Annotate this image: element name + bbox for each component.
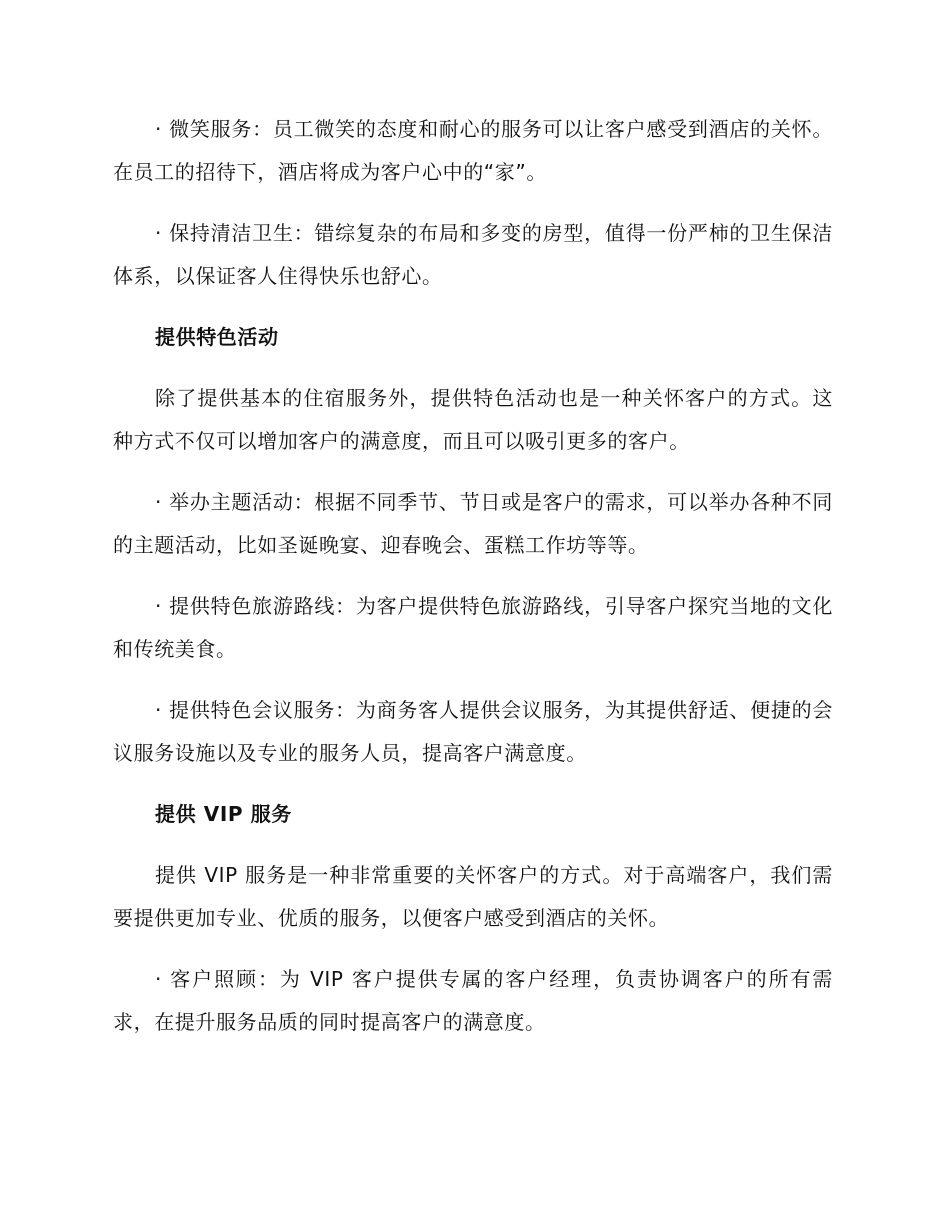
paragraph-smile-service: · 微笑服务：员工微笑的态度和耐心的服务可以让客户感受到酒店的关怀。在员工的招待下，酒店将成为客户心中的“家”。 [113,117,833,184]
paragraph-activities-intro: 除了提供基本的住宿服务外，提供特色活动也是一种关怀客户的方式。这种方式不仅可以增加客户的满意度，而且可以吸引更多的客户。 [113,386,833,453]
paragraph-theme-events: · 举办主题活动：根据不同季节、节日或是客户的需求，可以举办各种不同的主题活动，比如圣诞晚宴、迎春晚会、蛋糕工作坊等等。 [113,490,833,557]
paragraph-meeting-services: · 提供特色会议服务：为商务客人提供会议服务，为其提供舒适、便捷的会议服务设施以及专业的服务人员，提高客户满意度。 [113,698,833,765]
document-page [113,108,833,1062]
paragraph-cleanliness: · 保持清洁卫生：错综复杂的布局和多变的房型，值得一份严柿的卫生保洁体系，以保证客人住得快乐也舒心。 [113,221,833,288]
section-heading-activities: 提供特色活动 [155,325,279,349]
paragraph-travel-routes: · 提供特色旅游路线：为客户提供特色旅游路线，引导客户探究当地的文化和传统美食。 [113,594,833,661]
section-heading-vip: 提供 VIP 服务 [155,802,292,826]
paragraph-customer-care: · 客户照顾：为 VIP 客户提供专属的客户经理，负责协调客户的所有需求，在提升服务品质的同时提高客户的满意度。 [113,967,833,1034]
paragraph-vip-intro: 提供 VIP 服务是一种非常重要的关怀客户的方式。对于高端客户，我们需要提供更加专业、优质的服务，以便客户感受到酒店的关怀。 [113,863,833,930]
